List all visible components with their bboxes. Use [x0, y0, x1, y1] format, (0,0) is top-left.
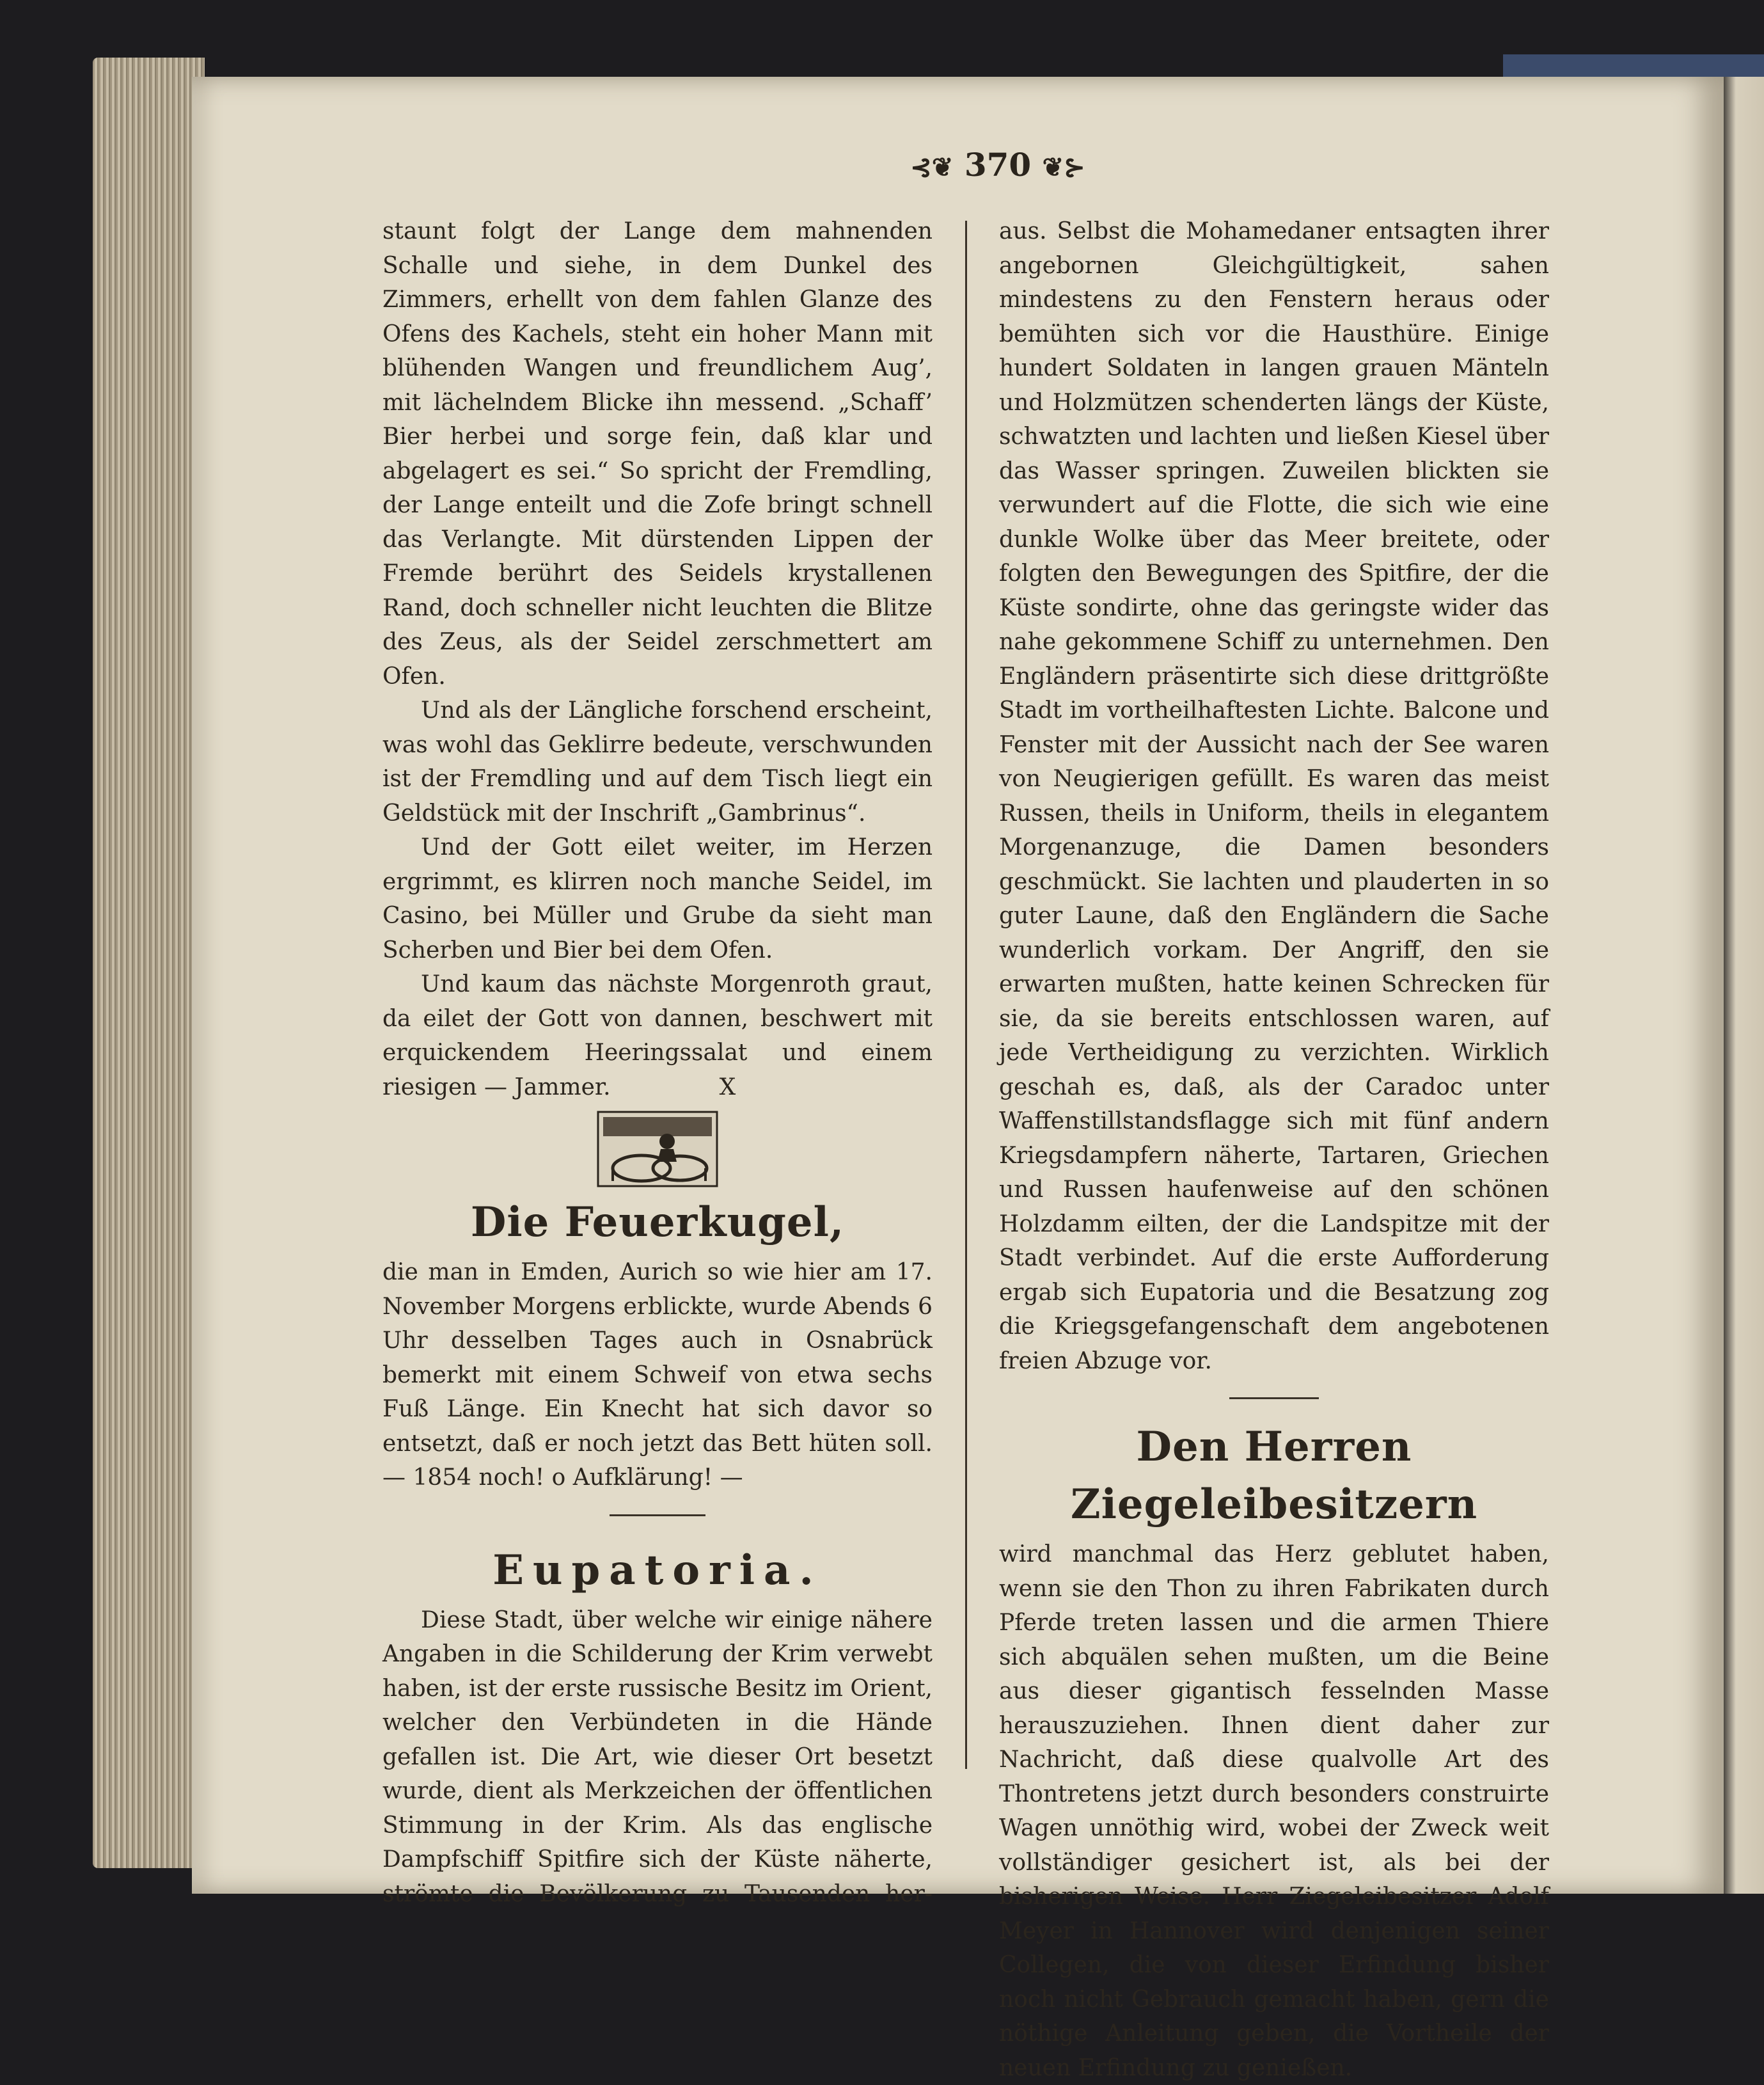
- page-number: 370: [964, 146, 1032, 184]
- paragraph-2: Und als der Längliche forschend erscheint, was wohl das Geklirre bedeute, verschwunden ist der Fremdling und auf dem Tisch liegt ein Geldstück mit der Inschrift „Gambrinus“.: [382, 697, 933, 827]
- section-rule: [610, 1514, 705, 1516]
- book-cover-strip: [1503, 54, 1764, 79]
- ziegelei-title: Den Herren Ziegeleibesitzern: [1070, 1423, 1478, 1528]
- feuerkugel-text: die man in Emden, Aurich so wie hier am 17. November Morgens erblickte, wurde Abends 6 Uhr desselben Tages auch in Osnabrück bemerkt mit einem Schweif von etwa sechs Fuß Länge. Ein Knecht hat sich davor so entsetzt, daß er noch jetzt das Bett hüten soll. — 1854 noch! o Aufklärung! —: [382, 1259, 933, 1491]
- page-header: [831, 146, 1164, 184]
- column-divider: [965, 221, 967, 1769]
- eupatoria-text: Diese Stadt, über welche wir einige nähere Angaben in die Schilderung der Krim verwebt haben, ist der erste russische Besitz im Orient, welcher den Verbündeten in die Hände gefallen ist. Die Art, wie dieser Ort besetzt wurde, dient als Merkzeichen der öffentlichen Stimmung in der Krim. Als das englische Dampfschiff Spitfire sich der Küste näherte, strömte die Bevölkerung zu Tausenden her-: [382, 1606, 933, 1907]
- ziegelei-text: wird manchmal das Herz geblutet haben, wenn sie den Thon zu ihren Fabrikaten durch Pferde treten lassen und die armen Thiere sich abquälen sehen mußten, um die Beine aus dieser gigantisch fesselnden Masse herauszuziehen. Ihnen dient daher zur Nachricht, daß diese qualvolle Art des Thontretens jetzt durch besonders construirte Wagen unnöthig wird, wobei der Zweck weit vollständiger gesichert ist, als bei der bisherigen Weise. Herr Ziegeleibesitzer Adolf Meyer in Hannover wird denjenigen seiner Collegen, die von dieser Erfindung bisher noch nicht Gebrauch gemacht haben, gern die nöthige Anleitung geben, die Vortheile der neuen Erfindung zu genießen.: [999, 1541, 1549, 2081]
- paragraph-3: Und der Gott eilet weiter, im Herzen ergrimmt, es klirren noch manche Seidel, im Casino, bei Müller und Grube da sieht man Scherben und Bier bei dem Ofen.: [382, 834, 933, 963]
- feuerkugel-title: Die Feuerkugel,: [470, 1198, 845, 1246]
- section-rule-right: [1229, 1397, 1319, 1399]
- barrel-vignette-icon: [597, 1111, 718, 1187]
- eupatoria-title: Eupatoria.: [492, 1546, 823, 1594]
- ornament-right-icon: ❦⊱: [1042, 152, 1085, 182]
- intro-paragraph: staunt folgt der Lange dem mahnenden Schalle und siehe, in dem Dunkel des Zimmers, erhellt von dem fahlen Glanze des Ofens des Kachels, steht ein hoher Mann mit blühenden Wangen und freundlichem Aug’, mit lächelndem Blicke ihn messend. „Schaff’ Bier herbei und sorge fein, daß klar und abgelagert es sei.“ So spricht der Fremdling, der Lange enteilt und die Zofe bringt schnell das Verlangte. Mit dürstenden Lippen der Fremde berührt des Seidels krystallenen Rand, doch schneller nicht leuchten die Blitze des Zeus, als der Seidel zerschmettert am Ofen.: [382, 218, 933, 690]
- paragraph-4-text: Und kaum das nächste Morgenroth graut, da eilet der Gott von dannen, beschwert mit erquickendem Heeringssalat und einem riesigen — Jammer.: [382, 971, 933, 1100]
- right-column: [999, 214, 1549, 2085]
- paragraph-4: [382, 967, 933, 1104]
- book-page-edges: [93, 58, 205, 1868]
- left-column: [382, 214, 933, 1911]
- signoff: X: [719, 1074, 736, 1100]
- next-page-edge: [1724, 77, 1764, 1894]
- eupatoria-continuation: aus. Selbst die Mohamedaner entsagten ihrer angebornen Gleichgültigkeit, sahen mindestens zu den Fenstern heraus oder bemühten sich vor die Hausthüre. Einige hundert Soldaten in langen grauen Mänteln und Holzmützen schenderten längs der Küste, schwatzten und lachten und ließen Kiesel über das Wasser springen. Zuweilen blickten sie verwundert auf die Flotte, die sich wie eine dunkle Wolke über das Meer breitete, oder folgten den Bewegungen des Spitfire, der die Küste sondirte, ohne das geringste wider das nahe gekommene Schiff zu unternehmen. Den Engländern präsentirte sich diese drittgrößte Stadt im vortheilhaftesten Lichte. Balcone und Fenster mit der Aussicht nach der See waren von Neugierigen gefüllt. Es waren das meist Russen, theils in Uniform, theils in elegantem Morgenanzuge, die Damen besonders geschmückt. Sie lachten und plauderten in so guter Laune, daß den Engländern die Sache wunderlich vorkam. Der Angriff, den sie erwarten mußten, hatte keinen Schrecken für sie, da sie bereits entschlossen waren, auf jede Vertheidigung zu verzichten. Wirklich geschah es, daß, als der Caradoc unter Waffenstillstandsflagge sich mit fünf andern Kriegsdampfern näherte, Tartaren, Griechen und Russen haufenweise auf den schönen Holzdamm eilten, der die Landspitze mit der Stadt verbindet. Auf die erste Aufforderung ergab sich Eupatoria und die Besatzung zog die Kriegsgefangenschaft dem angebotenen freien Abzuge vor.: [999, 218, 1549, 1374]
- ornament-left-icon: ⊰❦: [910, 152, 954, 182]
